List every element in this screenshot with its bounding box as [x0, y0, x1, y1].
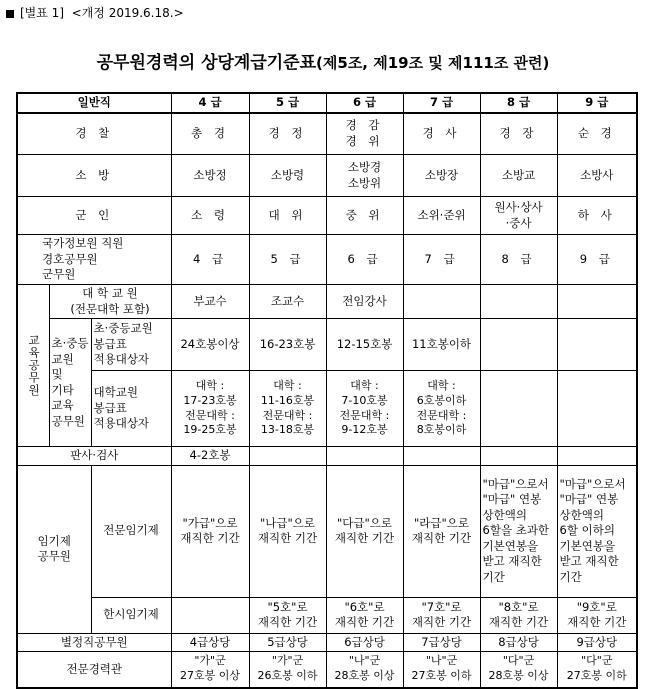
table-cell: 조교수	[249, 285, 326, 319]
table-cell: 소방령	[249, 155, 326, 197]
table-header	[6, 4, 184, 21]
grade-header: 7 급	[403, 93, 480, 113]
title-main: 공무원경력의 상당계급기준표	[96, 53, 317, 73]
table-cell: "가"군 26호봉 이하	[249, 652, 326, 688]
professional-row	[17, 652, 637, 688]
univ-teacher-row	[17, 371, 637, 447]
table-cell: "마급"으로서 "마급" 연봉 상한액의 6할 이하의 기본연봉을 받고 재직한 기간	[557, 465, 637, 597]
table-cell: 전임강사	[326, 285, 403, 319]
table-cell	[557, 371, 637, 447]
table-cell: 중 위	[326, 197, 403, 235]
square-bullet-icon	[6, 10, 14, 18]
row-label: 경 찰	[17, 113, 171, 155]
table-cell: 24호봉이상	[171, 319, 249, 371]
table-cell: 소방사	[557, 155, 637, 197]
row-label: 군 인	[17, 197, 171, 235]
table-cell: 경 정	[249, 113, 326, 155]
table-cell: 11호봉이하	[403, 319, 480, 371]
table-cell: "다"군 28호봉 이상	[480, 652, 557, 688]
table-cell: 대학 : 7-10호봉 전문대학 : 9-12호봉	[326, 371, 403, 447]
grade-header-row	[17, 93, 637, 113]
table-number: [별표 1]	[20, 6, 64, 20]
table-cell: 경 장	[480, 113, 557, 155]
military-row	[17, 197, 637, 235]
table-cell: 4-2호봉	[171, 447, 249, 466]
table-cell: 원사·상사 ·중사	[480, 197, 557, 235]
table-cell: 총 경	[171, 113, 249, 155]
table-cell: 소방교	[480, 155, 557, 197]
professor-row	[17, 285, 637, 319]
row-label: 별정직공무원	[17, 633, 171, 652]
row-label: 한시임기제	[91, 597, 171, 633]
table-cell: "5호"로 재직한 기간	[249, 597, 326, 633]
row-label: 초·중등 교원 및 기타 교육 공무원	[49, 319, 91, 447]
table-cell	[171, 597, 249, 633]
table-cell: 경 사	[403, 113, 480, 155]
table-cell: 16-23호봉	[249, 319, 326, 371]
table-cell: 9급상당	[557, 633, 637, 652]
table-cell: "7호"로 재직한 기간	[403, 597, 480, 633]
table-cell: 대학 : 6호봉이하 전문대학 : 8호봉이하	[403, 371, 480, 447]
row-label: 대 학 교 원 (전문대학 포함)	[49, 285, 171, 319]
rank-equivalence-table	[16, 92, 638, 689]
table-cell: 8 급	[480, 235, 557, 285]
special-row	[17, 633, 637, 652]
row-label: 전문임기제	[91, 465, 171, 597]
parttime-term-row	[17, 597, 637, 633]
table-cell: 4급상당	[171, 633, 249, 652]
term-group-label: 임기제 공무원	[17, 465, 91, 633]
table-cell: 대학 : 17-23호봉 전문대학 : 19-25호봉	[171, 371, 249, 447]
row-label: 소 방	[17, 155, 171, 197]
table-cell	[557, 285, 637, 319]
table-cell	[557, 319, 637, 371]
table-cell: 소방장	[403, 155, 480, 197]
table-cell: 9 급	[557, 235, 637, 285]
table-cell: 소위·준위	[403, 197, 480, 235]
table-cell: 6 급	[326, 235, 403, 285]
table-cell: "가"군 27호봉 이상	[171, 652, 249, 688]
table-cell: "나급"으로 재직한 기간	[249, 465, 326, 597]
table-cell: "나"군 27호봉 이하	[403, 652, 480, 688]
revision-note: <개정 2019.6.18.>	[71, 6, 184, 20]
category-header: 일반직	[17, 93, 171, 113]
row-label: 전문경력관	[17, 652, 171, 688]
table-cell: "8호"로 재직한 기간	[480, 597, 557, 633]
police-row	[17, 113, 637, 155]
table-cell: 순 경	[557, 113, 637, 155]
judge-row	[17, 447, 637, 466]
table-cell: 하 사	[557, 197, 637, 235]
row-label: 국가정보원 직원 경호공무원 군무원	[17, 235, 171, 285]
table-cell: 소방경 소방위	[326, 155, 403, 197]
table-cell	[403, 447, 480, 466]
page-title	[0, 48, 646, 73]
table-cell: "다"군 27호봉 이하	[557, 652, 637, 688]
table-cell: 6급상당	[326, 633, 403, 652]
table-cell: 경 감 경 위	[326, 113, 403, 155]
table-cell: "가급"으로 재직한 기간	[171, 465, 249, 597]
fire-row	[17, 155, 637, 197]
table-cell	[403, 285, 480, 319]
grade-header: 4 급	[171, 93, 249, 113]
table-cell	[326, 447, 403, 466]
table-cell	[480, 447, 557, 466]
row-label: 초·중등교원 봉급표 적용대상자	[91, 319, 171, 371]
school-teacher-row	[17, 319, 637, 371]
table-cell: 7급상당	[403, 633, 480, 652]
table-cell	[480, 319, 557, 371]
table-cell: "9호"로 재직한 기간	[557, 597, 637, 633]
table-cell	[557, 447, 637, 466]
table-cell: 부교수	[171, 285, 249, 319]
title-sub: (제5조, 제19조 및 제111조 관련)	[316, 54, 550, 72]
table-cell: "마급"으로서 "마급" 연봉 상한액의 6할을 초과한 기본연봉을 받고 재직한 기간	[480, 465, 557, 597]
table-cell: "6호"로 재직한 기간	[326, 597, 403, 633]
table-cell: 소 령	[171, 197, 249, 235]
table-cell: "나"군 28호봉 이상	[326, 652, 403, 688]
education-group-label: 교육공무원	[17, 285, 49, 447]
table-cell: 7 급	[403, 235, 480, 285]
table-cell: 5급상당	[249, 633, 326, 652]
expert-term-row	[17, 465, 637, 597]
row-label: 판사·검사	[17, 447, 171, 466]
grade-header: 6 급	[326, 93, 403, 113]
grade-header: 9 급	[557, 93, 637, 113]
table-cell	[480, 371, 557, 447]
table-cell: 8급상당	[480, 633, 557, 652]
table-cell	[480, 285, 557, 319]
table-cell: 5 급	[249, 235, 326, 285]
nis-row	[17, 235, 637, 285]
table-cell: "다급"으로 재직한 기간	[326, 465, 403, 597]
table-cell: "라급"으로 재직한 기간	[403, 465, 480, 597]
grade-header: 5 급	[249, 93, 326, 113]
table-cell	[249, 447, 326, 466]
row-label: 대학교원 봉급표 적용대상자	[91, 371, 171, 447]
grade-header: 8 급	[480, 93, 557, 113]
table-cell: 4 급	[171, 235, 249, 285]
table-cell: 소방정	[171, 155, 249, 197]
table-cell: 대 위	[249, 197, 326, 235]
table-cell: 대학 : 11-16호봉 전문대학 : 13-18호봉	[249, 371, 326, 447]
table-cell: 12-15호봉	[326, 319, 403, 371]
